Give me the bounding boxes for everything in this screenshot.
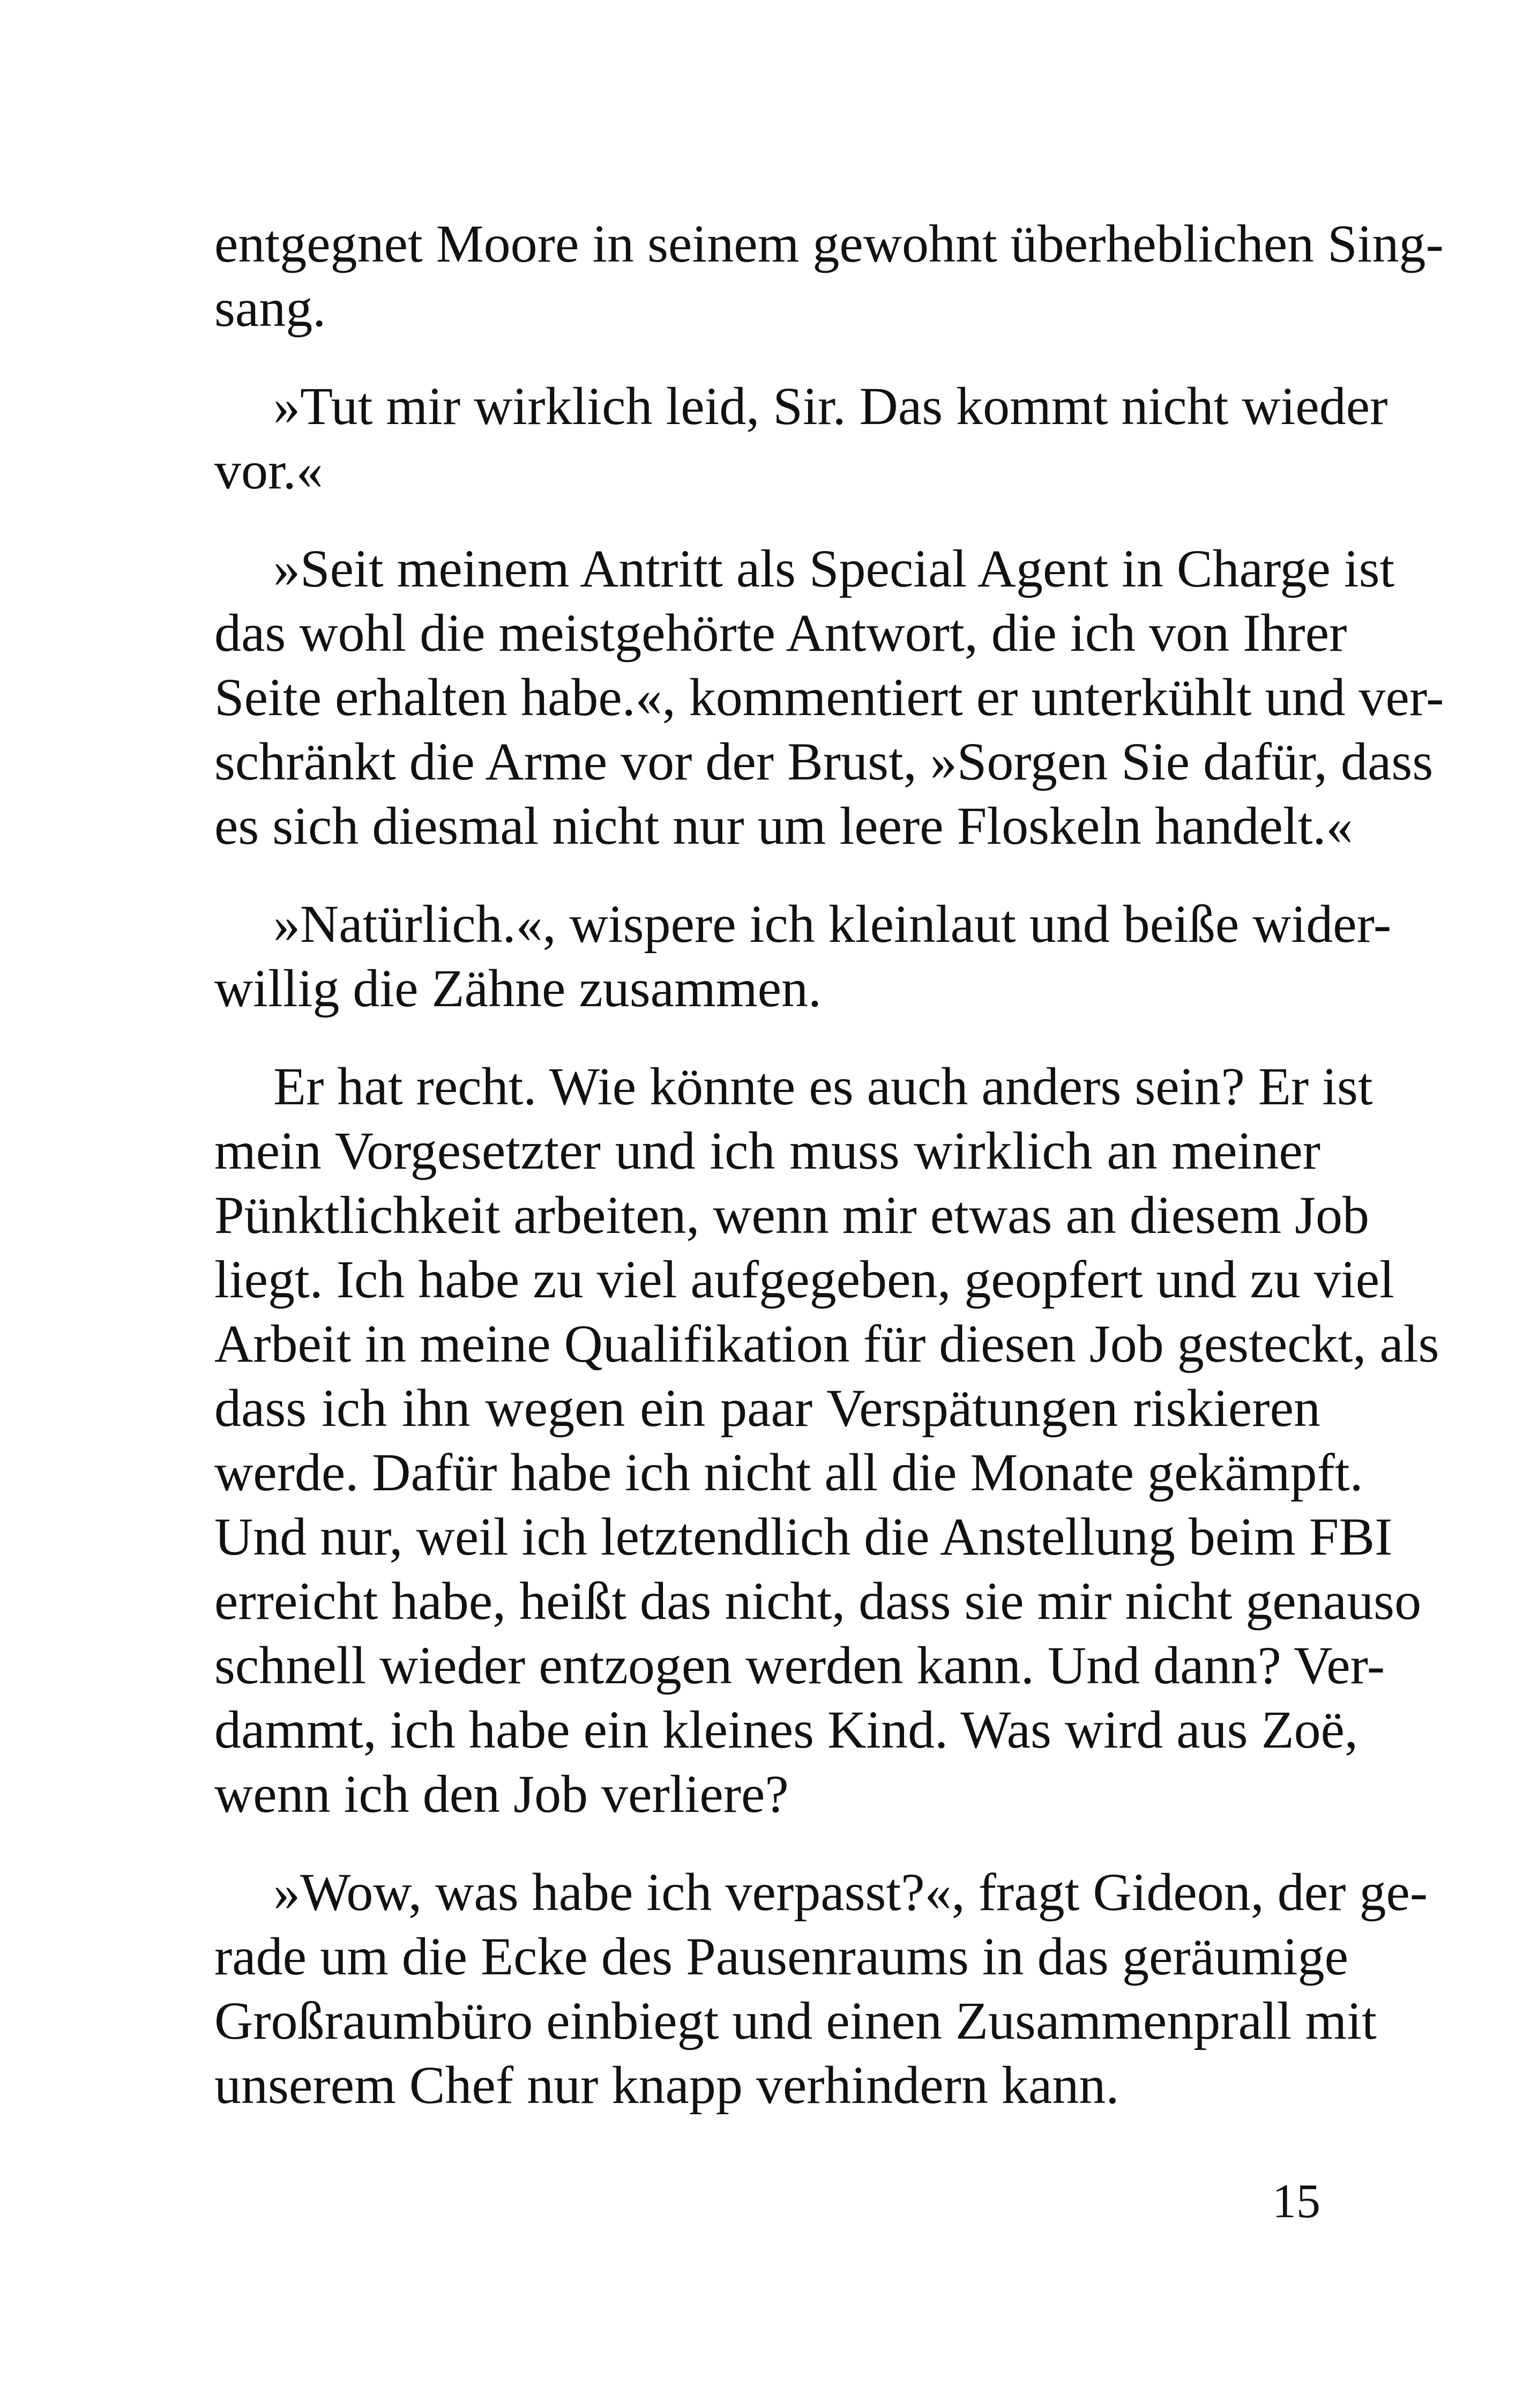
paragraph-3 bbox=[214, 537, 1444, 858]
text-line: »Natürlich.«, wispere ich kleinlaut und beiße wider- bbox=[273, 894, 1392, 954]
paragraph-2 bbox=[214, 374, 1388, 503]
paragraph-gap bbox=[214, 1826, 1320, 1860]
paragraph-gap bbox=[214, 858, 1320, 892]
text-line: Und nur, weil ich letztendlich die Anstellung beim FBI bbox=[214, 1507, 1393, 1566]
text-line: wenn ich den Job verliere? bbox=[214, 1764, 789, 1824]
text-line: willig die Zähne zusammen. bbox=[214, 958, 822, 1018]
body-text bbox=[214, 212, 1444, 2117]
text-line: »Tut mir wirklich leid, Sir. Das kommt nicht wieder bbox=[273, 376, 1388, 436]
text-line: werde. Dafür habe ich nicht all die Monate gekämpft. bbox=[214, 1443, 1363, 1502]
text-line: dass ich ihn wegen ein paar Verspätungen riskieren bbox=[214, 1378, 1320, 1438]
paragraph-gap bbox=[214, 503, 1320, 537]
text-line: »Wow, was habe ich verpasst?«, fragt Gideon, der ge- bbox=[273, 1862, 1428, 1922]
paragraph-gap bbox=[214, 340, 1320, 374]
paragraph-5 bbox=[214, 1054, 1439, 1826]
paragraph-6 bbox=[214, 1860, 1428, 2117]
text-line: Seite erhalten habe.«, kommentiert er unterkühlt und ver- bbox=[214, 667, 1444, 727]
text-line: schnell wieder entzogen werden kann. Und dann? Ver- bbox=[214, 1636, 1385, 1695]
text-line: liegt. Ich habe zu viel aufgegeben, geopfert und zu viel bbox=[214, 1250, 1394, 1309]
page-number: 15 bbox=[1272, 2175, 1320, 2228]
paragraph-4 bbox=[214, 892, 1392, 1021]
text-line: unserem Chef nur knapp verhindern kann. bbox=[214, 2055, 1119, 2115]
text-line: Großraumbüro einbiegt und einen Zusammenprall mit bbox=[214, 1991, 1377, 2050]
text-line: dammt, ich habe ein kleines Kind. Was wird aus Zoë, bbox=[214, 1700, 1358, 1759]
text-line: entgegnet Moore in seinem gewohnt überheblichen Sing- bbox=[214, 214, 1444, 273]
text-line: mein Vorgesetzter und ich muss wirklich an meiner bbox=[214, 1121, 1320, 1180]
text-line: Pünktlichkeit arbeiten, wenn mir etwas an diesem Job bbox=[214, 1185, 1370, 1245]
text-line: Arbeit in meine Qualifikation für diesen Job gesteckt, als bbox=[214, 1314, 1439, 1373]
text-line: rade um die Ecke des Pausenraums in das geräumige bbox=[214, 1927, 1348, 1986]
text-line: vor.« bbox=[214, 441, 323, 500]
text-line: das wohl die meistgehörte Antwort, die ich von Ihrer bbox=[214, 603, 1347, 663]
text-line: erreicht habe, heißt das nicht, dass sie mir nicht genauso bbox=[214, 1571, 1422, 1631]
text-line: »Seit meinem Antritt als Special Agent in Charge ist bbox=[273, 539, 1395, 598]
text-line: schränkt die Arme vor der Brust, »Sorgen Sie dafür, dass bbox=[214, 732, 1434, 791]
text-line: sang. bbox=[214, 278, 326, 338]
text-line: Er hat recht. Wie könnte es auch anders sein? Er ist bbox=[273, 1057, 1373, 1116]
paragraph-1 bbox=[214, 212, 1444, 340]
paragraph-gap bbox=[214, 1021, 1320, 1054]
text-line: es sich diesmal nicht nur um leere Floskeln handelt.« bbox=[214, 796, 1353, 856]
